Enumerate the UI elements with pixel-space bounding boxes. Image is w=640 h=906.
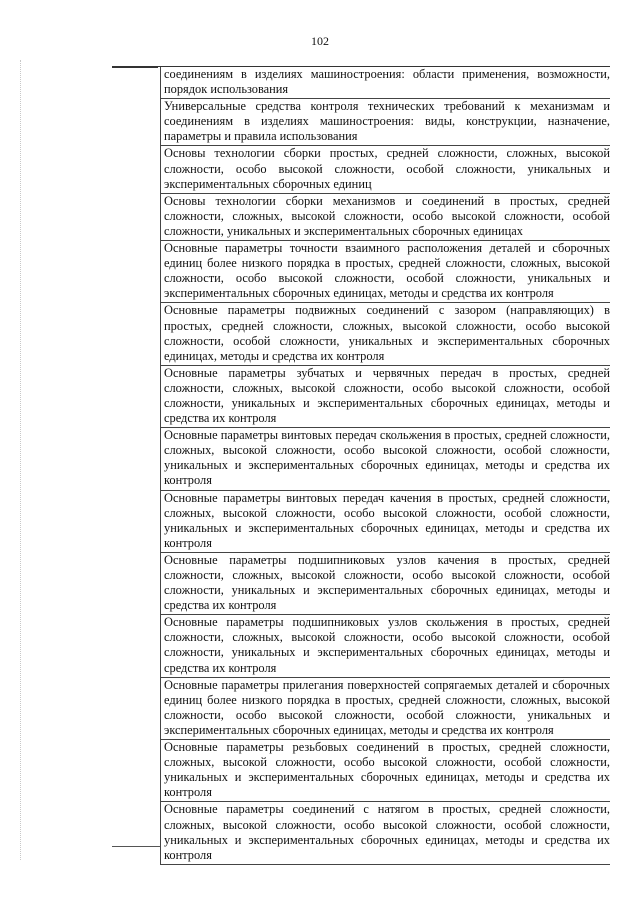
requirements-table xyxy=(112,66,610,865)
empty-cell xyxy=(112,99,160,146)
table-row xyxy=(112,241,610,303)
table-cell: Основные параметры винтовых передач скольжения в простых, средней сложности, сложных, высокой сложности, особо высокой сложности, особой сложности, уникальных и экспериментальных сборочных единицах, методы и средства их контроля xyxy=(160,428,610,490)
table-row xyxy=(112,67,610,99)
empty-cell xyxy=(112,740,160,802)
table-row xyxy=(112,678,610,740)
table-row xyxy=(112,428,610,490)
table-row xyxy=(112,615,610,677)
table-cell: Основные параметры точности взаимного расположения деталей и сборочных единиц более низкого порядка в простых, средней сложности, сложных, высокой сложности, особо высокой сложности, особой сложности, уникальных и экспериментальных сборочных единицах, методы и средства их контроля xyxy=(160,241,610,303)
empty-cell xyxy=(112,802,160,864)
table-cell: Основные параметры соединений с натягом в простых, средней сложности, сложных, высокой сложности, особо высокой сложности, особой сложности, уникальных и экспериментальных сборочных единицах, методы и средства их контроля xyxy=(160,802,610,864)
table-row xyxy=(112,194,610,241)
table-cell: Основные параметры зубчатых и червячных передач в простых, средней сложности, сложных, высокой сложности, особо высокой сложности, особой сложности, уникальных и экспериментальных сборочных единицах, методы и средства их контроля xyxy=(160,366,610,428)
table-cell: Основные параметры резьбовых соединений в простых, средней сложности, сложных, высокой сложности, особо высокой сложности, особой сложности, уникальных и экспериментальных сборочных единицах, методы и средства их контроля xyxy=(160,740,610,802)
empty-cell xyxy=(112,67,160,99)
page-number: 102 xyxy=(311,34,329,48)
empty-cell xyxy=(112,553,160,615)
table-cell: Основные параметры подвижных соединений с зазором (направляющих) в простых, средней сложности, сложных, высокой сложности, особо высокой сложности, особой сложности, уникальных и экспериментальных сборочных единицах, методы и средства их контроля xyxy=(160,303,610,365)
table-cell: Основы технологии сборки простых, средней сложности, сложных, высокой сложности, особо высокой сложности, особой сложности, уникальных и экспериментальных сборочных единиц xyxy=(160,146,610,193)
empty-cell xyxy=(112,146,160,193)
table-row xyxy=(112,553,610,615)
empty-cell xyxy=(112,491,160,553)
table-cell: Основы технологии сборки механизмов и соединений в простых, средней сложности, сложных, высокой сложности, особо высокой сложности, особой сложности, уникальных и экспериментальных сборочных единицах xyxy=(160,194,610,241)
table-row xyxy=(112,740,610,802)
table-cell: Основные параметры винтовых передач качения в простых, средней сложности, сложных, высокой сложности, особо высокой сложности, особой сложности, уникальных и экспериментальных сборочных единицах, методы и средства их контроля xyxy=(160,491,610,553)
table-cell: Универсальные средства контроля технических требований к механизмам и соединениям в изделиях машиностроения: виды, конструкции, назначение, параметры и правила использования xyxy=(160,99,610,146)
table-bottom-rule xyxy=(112,846,160,847)
table-cell: Основные параметры подшипниковых узлов качения в простых, средней сложности, сложных, высокой сложности, особо высокой сложности, особой сложности, уникальных и экспериментальных сборочных единицах, методы и средства их контроля xyxy=(160,553,610,615)
empty-cell xyxy=(112,366,160,428)
table-cell: Основные параметры подшипниковых узлов скольжения в простых, средней сложности, сложных, высокой сложности, особо высокой сложности, особой сложности, уникальных и экспериментальных сборочных единицах, методы и средства их контроля xyxy=(160,615,610,677)
empty-cell xyxy=(112,615,160,677)
table-row xyxy=(112,303,610,365)
table-cell: Основные параметры прилегания поверхностей сопрягаемых деталей и сборочных единиц более низкого порядка в простых, средней сложности, сложных, высокой сложности, особо высокой сложности, особой сложности, уникальных и экспериментальных сборочных единицах, методы и средства их контроля xyxy=(160,678,610,740)
table-row xyxy=(112,366,610,428)
table-row xyxy=(112,491,610,553)
empty-cell xyxy=(112,194,160,241)
left-margin-dotted-line xyxy=(20,60,23,860)
table-row xyxy=(112,146,610,193)
empty-cell xyxy=(112,428,160,490)
empty-cell xyxy=(112,303,160,365)
empty-cell xyxy=(112,241,160,303)
table-row xyxy=(112,802,610,864)
table-row xyxy=(112,99,610,146)
empty-cell xyxy=(112,678,160,740)
table-cell: соединениям в изделиях машиностроения: области применения, возможности, порядок использования xyxy=(160,67,610,99)
